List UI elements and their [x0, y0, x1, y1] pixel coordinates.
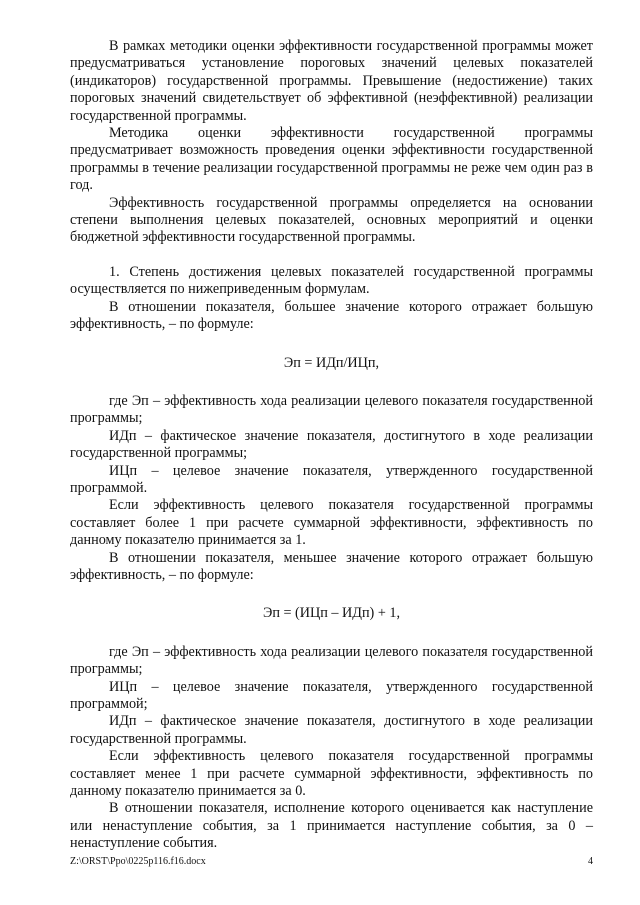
paragraph-event-indicator: В отношении показателя, исполнение которого оценивается как наступление или ненаступление события, за 1 принимается наступление события, за 0 – ненаступление события.	[70, 800, 593, 852]
page-footer	[70, 853, 593, 867]
footer-file-path: Z:\ORST\Ppo\0225p116.f16.docx	[70, 856, 206, 867]
spacer	[70, 334, 593, 355]
paragraph-efficiency-basis: Эффективность государственной программы определяется на основании степени выполнения целевых показателей, основных мероприятий и оценки бюджетной эффективности государственной программы.	[70, 194, 593, 246]
spacer	[70, 372, 593, 393]
paragraph-less-than-1: Если эффективность целевого показателя государственной программы составляет менее 1 при расчете суммарной эффективности, эффективность по данному показателю принимается за 0.	[70, 748, 593, 800]
paragraph-more-than-1: Если эффективность целевого показателя государственной программы составляет более 1 при расчете суммарной эффективности, эффективность по данному показателю принимается за 1.	[70, 497, 593, 549]
formula-2: Эп = (ИЦп – ИДп) + 1,	[262, 605, 401, 622]
paragraph-less-is-better: В отношении показателя, меньшее значение которого отражает большую эффективность, – по формуле:	[70, 549, 593, 583]
document-body	[70, 38, 593, 853]
spacer	[70, 623, 593, 644]
paragraph-idp-2: ИДп – фактическое значение показателя, достигнутого в ходе реализации государственной программы.	[70, 713, 593, 747]
spacer	[70, 584, 593, 605]
spacer	[70, 247, 593, 264]
paragraph-where-ep-1: где Эп – эффективность хода реализации целевого показателя государственной программы;	[70, 392, 593, 427]
paragraph-icp-1: ИЦп – целевое значение показателя, утвержденного государственной программой.	[70, 462, 593, 496]
paragraph-thresholds: В рамках методики оценки эффективности государственной программы может предусматриваться установление пороговых значений целевых показателей (индикаторов) государственной программы. Превышение (недостижение) таких пороговых значений свидетельствует об эффективной (неэффективной) реализации государственной программы.	[70, 38, 593, 124]
paragraph-methodology: Методика оценки эффективности государственной программы предусматривает возможность проведения оценки эффективности государственной программы в течение реализации государственной программы не реже чем один раз в год.	[70, 125, 593, 194]
paragraph-idp-1: ИДп – фактическое значение показателя, достигнутого в ходе реализации государственной программы;	[70, 427, 593, 462]
page-number: 4	[588, 856, 593, 867]
paragraph-section-1: 1. Степень достижения целевых показателей государственной программы осуществляется по нижеприведенным формулам.	[70, 263, 593, 298]
paragraph-where-ep-2: где Эп – эффективность хода реализации целевого показателя государственной программы;	[70, 643, 593, 678]
formula-1: Эп = ИДп/ИЦп,	[283, 354, 380, 371]
paragraph-greater-is-better: В отношении показателя, большее значение которого отражает большую эффективность, – по формуле:	[70, 298, 593, 333]
paragraph-icp-2: ИЦп – целевое значение показателя, утвержденного государственной программой;	[70, 678, 593, 712]
